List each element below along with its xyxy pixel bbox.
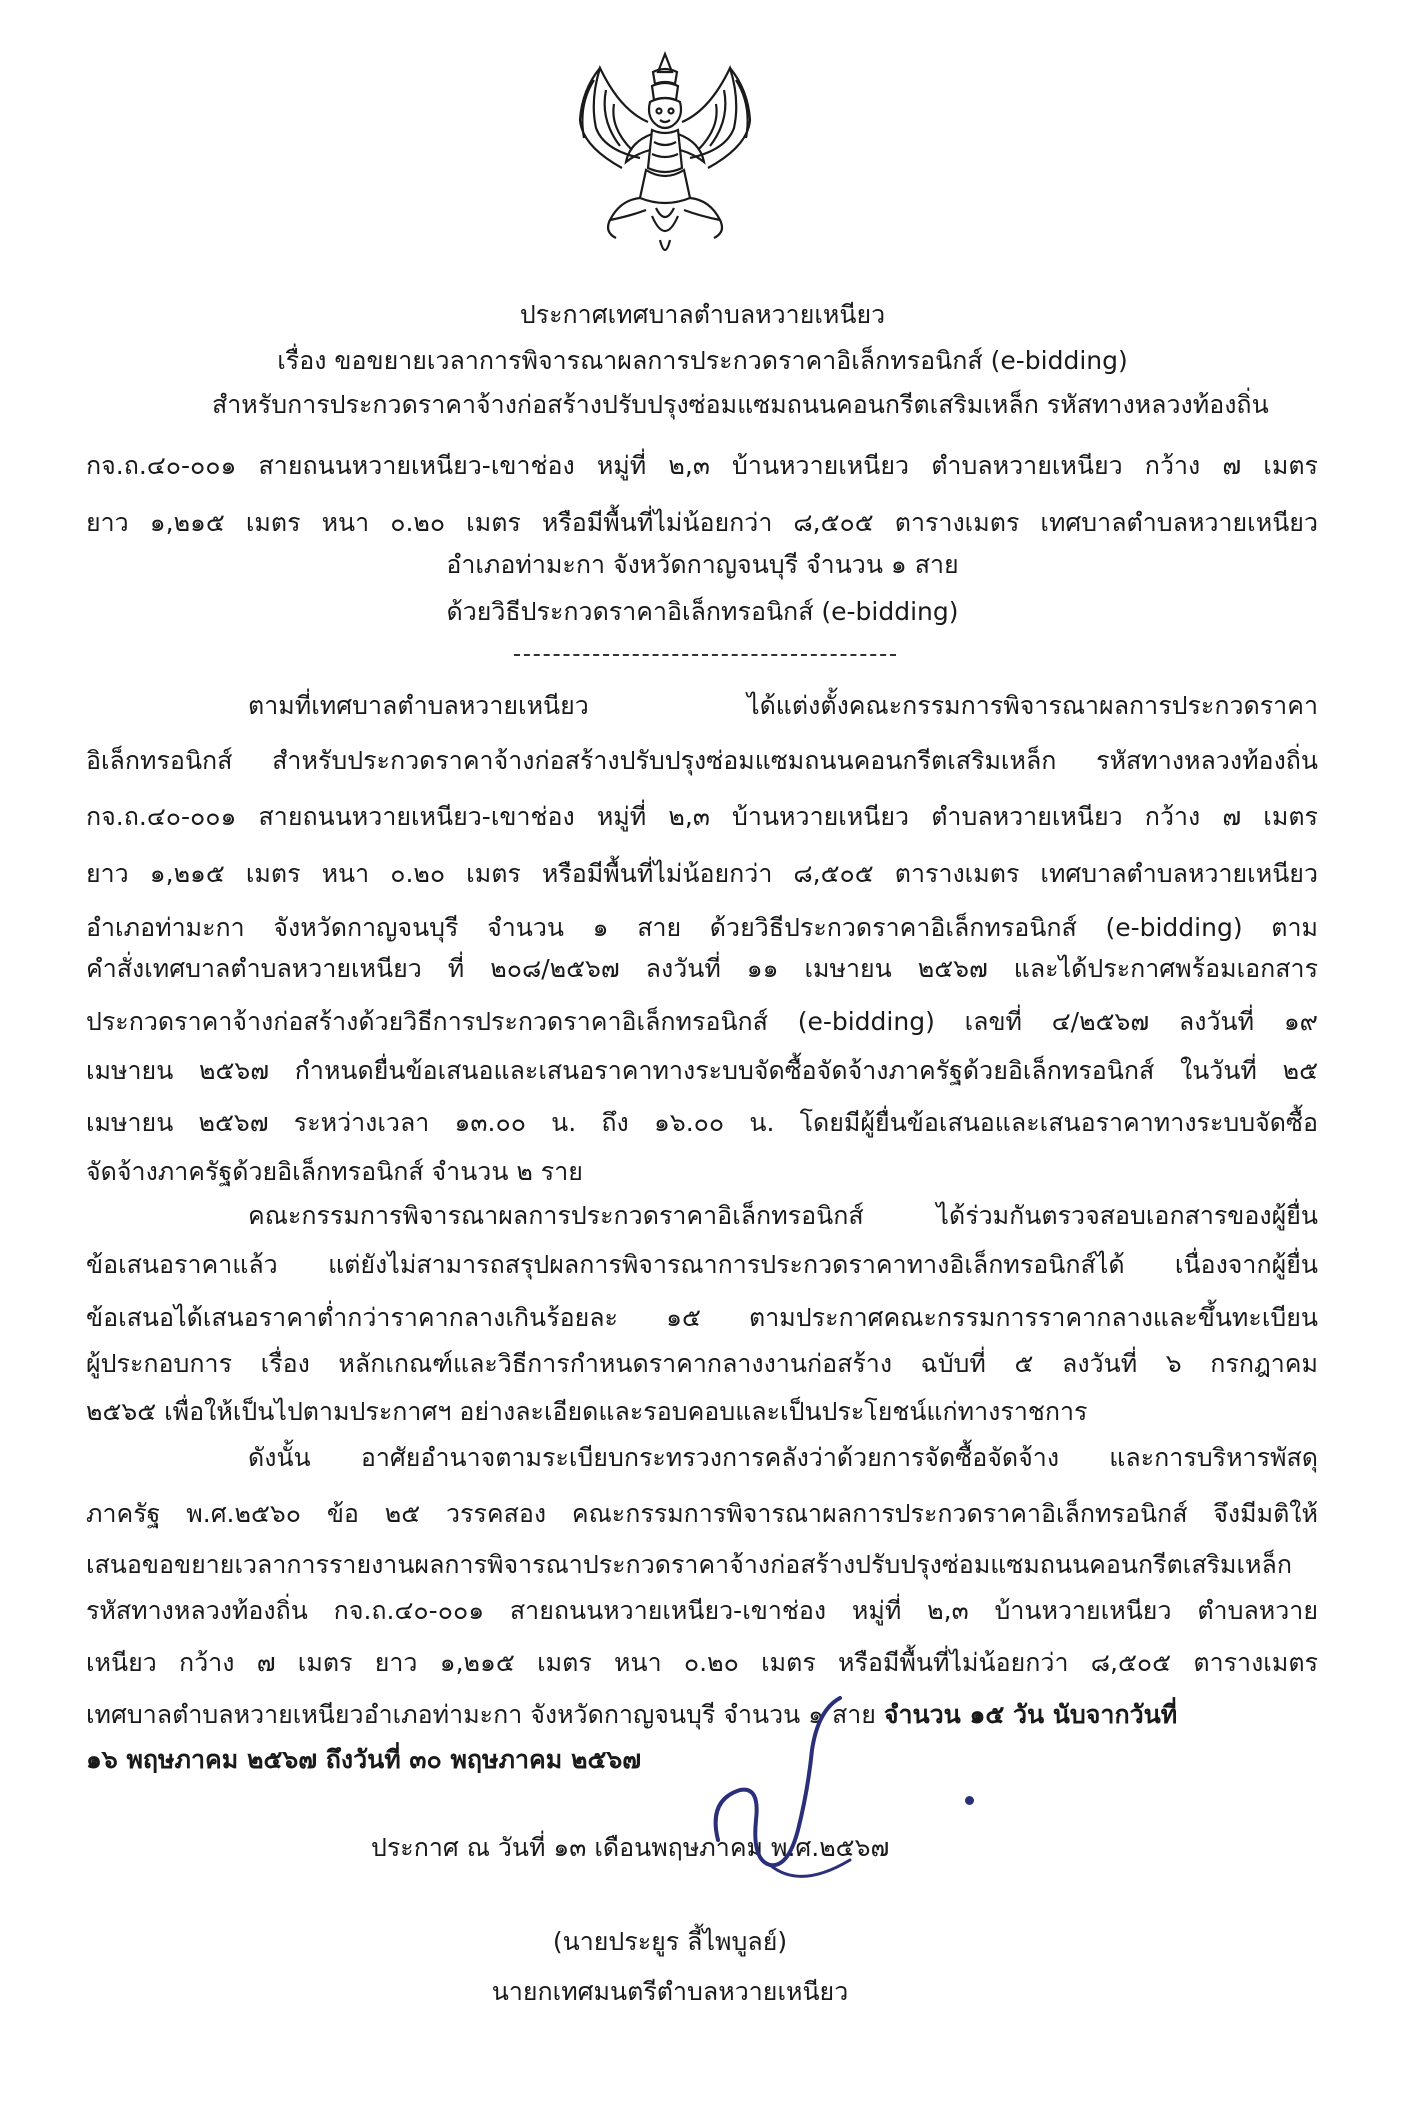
para2-line-1: คณะกรรมการพิจารณาผลการประกวดราคาอิเล็กทรอนิกส์ ได้ร่วมกันตรวจสอบเอกสารของผู้ยื่น: [248, 1201, 1318, 1230]
para1-line-6: คำสั่งเทศบาลตำบลหวายเหนียว ที่ ๒๐๘/๒๕๖๗ ลงวันที่ ๑๑ เมษายน ๒๕๖๗ และได้ประกาศพร้อมเอกสาร: [86, 954, 1318, 983]
para1-line-9: เมษายน ๒๕๖๗ ระหว่างเวลา ๑๓.๐๐ น. ถึง ๑๖.๐๐ น. โดยมีผู้ยื่นข้อเสนอและเสนอราคาทางระบบจัดซื้อ: [86, 1108, 1318, 1137]
para1-line-5: อำเภอท่ามะกา จังหวัดกาญจนบุรี จำนวน ๑ สาย ด้วยวิธีประกวดราคาอิเล็กทรอนิกส์ (e-bidding) ตาม: [86, 913, 1318, 942]
method-line: ด้วยวิธีประกวดราคาอิเล็กทรอนิกส์ (e-bidding): [446, 597, 959, 626]
extension-duration: จำนวน ๑๕ วัน นับจากวันที่: [883, 1700, 1178, 1729]
para3-line-6-regular: เทศบาลตำบลหวายเหนียวอำเภอท่ามะกา จังหวัดกาญจนบุรี จำนวน ๑ สาย: [86, 1700, 884, 1729]
para3-line-2: ภาครัฐ พ.ศ.๒๕๖๐ ข้อ ๒๕ วรรคสอง คณะกรรมการพิจารณาผลการประกวดราคาอิเล็กทรอนิกส์ จึงมีมติให้: [86, 1499, 1318, 1528]
para1-line-8: เมษายน ๒๕๖๗ กำหนดยื่นข้อเสนอและเสนอราคาทางระบบจัดซื้อจัดจ้างภาครัฐด้วยอิเล็กทรอนิกส์ ในวันที่ ๒๕: [86, 1056, 1318, 1085]
ink-dot: [965, 1796, 974, 1805]
para1-line-1: ตามที่เทศบาลตำบลหวายเหนียว ได้แต่งตั้งคณะกรรมการพิจารณาผลการประกวดราคา: [248, 691, 1318, 720]
para3-line-4: รหัสทางหลวงท้องถิ่น กจ.ถ.๔๐-๐๐๑ สายถนนหวายเหนียว-เขาช่อง หมู่ที่ ๒,๓ บ้านหวายเหนียว ตำบลหวาย: [86, 1596, 1318, 1625]
para1-line-3: กจ.ถ.๔๐-๐๐๑ สายถนนหวายเหนียว-เขาช่อง หมู่ที่ ๒,๓ บ้านหวายเหนียว ตำบลหวายเหนียว กว้าง ๗ เมตร: [86, 802, 1318, 831]
project-line-2: กจ.ถ.๔๐-๐๐๑ สายถนนหวายเหนียว-เขาช่อง หมู่ที่ ๒,๓ บ้านหวายเหนียว ตำบลหวายเหนียว กว้าง ๗ เมตร: [86, 451, 1318, 480]
signer-title: นายกเทศมนตรีตำบลหวายเหนียว: [491, 1977, 849, 2006]
para1-line-7: ประกวดราคาจ้างก่อสร้างด้วยวิธีการประกวดราคาอิเล็กทรอนิกส์ (e-bidding) เลขที่ ๔/๒๕๖๗ ลงวันที่ ๑๙: [86, 1007, 1318, 1036]
project-line-3: ยาว ๑,๒๑๕ เมตร หนา ๐.๒๐ เมตร หรือมีพื้นที่ไม่น้อยกว่า ๘,๕๐๕ ตารางเมตร เทศบาลตำบลหวายเหนียว: [86, 508, 1318, 537]
signer-name: (นายประยูร ลี้ไพบูลย์): [552, 1927, 788, 1956]
title-divider: [514, 654, 896, 656]
para3-line-5: เหนียว กว้าง ๗ เมตร ยาว ๑,๒๑๕ เมตร หนา ๐.๒๐ เมตร หรือมีพื้นที่ไม่น้อยกว่า ๘,๕๐๕ ตารางเมตร: [86, 1648, 1318, 1677]
para1-line-10: จัดจ้างภาครัฐด้วยอิเล็กทรอนิกส์ จำนวน ๒ ราย: [86, 1157, 583, 1186]
project-line-1: สำหรับการประกวดราคาจ้างก่อสร้างปรับปรุงซ่อมแซมถนนคอนกรีตเสริมเหล็ก รหัสทางหลวงท้องถิ่น: [212, 390, 1269, 419]
para1-line-4: ยาว ๑,๒๑๕ เมตร หนา ๐.๒๐ เมตร หรือมีพื้นที่ไม่น้อยกว่า ๘,๕๐๕ ตารางเมตร เทศบาลตำบลหวายเหนียว: [86, 859, 1318, 888]
project-location-line: อำเภอท่ามะกา จังหวัดกาญจนบุรี จำนวน ๑ สาย: [446, 550, 959, 579]
para1-line-2: อิเล็กทรอนิกส์ สำหรับประกวดราคาจ้างก่อสร้างปรับปรุงซ่อมแซมถนนคอนกรีตเสริมเหล็ก รหัสทางหลวงท้องถิ่น: [86, 746, 1318, 775]
announce-date: ประกาศ ณ วันที่ ๑๓ เดือนพฤษภาคม พ.ศ.๒๕๖๗: [371, 1833, 890, 1862]
announcement-title: ประกาศเทศบาลตำบลหวายเหนียว: [519, 300, 886, 329]
para2-line-2: ข้อเสนอราคาแล้ว แต่ยังไม่สามารถสรุปผลการพิจารณาการประกวดราคาทางอิเล็กทรอนิกส์ได้ เนื่องจากผู้ยื่น: [86, 1250, 1318, 1279]
para2-line-3: ข้อเสนอได้เสนอราคาต่ำกว่าราคากลางเกินร้อยละ ๑๕ ตามประกาศคณะกรรมการราคากลางและขึ้นทะเบียน: [86, 1303, 1318, 1332]
para3-line-6: [86, 1695, 1177, 1735]
garuda-emblem-icon: [560, 50, 770, 265]
para2-line-5: ๒๕๖๕ เพื่อให้เป็นไปตามประกาศฯ อย่างละเอียดและรอบคอบและเป็นประโยชน์แก่ทางราชการ: [86, 1397, 1088, 1426]
para3-line-1: ดังนั้น อาศัยอำนาจตามระเบียบกระทรวงการคลังว่าด้วยการจัดซื้อจัดจ้าง และการบริหารพัสดุ: [248, 1443, 1318, 1472]
para3-line-3: เสนอขอขยายเวลาการรายงานผลการพิจารณาประกวดราคาจ้างก่อสร้างปรับปรุงซ่อมแซมถนนคอนกรีตเสริมเหล็ก: [86, 1550, 1292, 1579]
extension-date-range: ๑๖ พฤษภาคม ๒๕๖๗ ถึงวันที่ ๓๐ พฤษภาคม ๒๕๖๗: [86, 1745, 642, 1774]
para2-line-4: ผู้ประกอบการ เรื่อง หลักเกณฑ์และวิธีการกำหนดราคากลางงานก่อสร้าง ฉบับที่ ๕ ลงวันที่ ๖ กรกฎาคม: [86, 1349, 1318, 1378]
signature-icon: [700, 1690, 920, 1930]
subject-line: เรื่อง ขอขยายเวลาการพิจารณาผลการประกวดราคาอิเล็กทรอนิกส์ (e-bidding): [277, 346, 1128, 375]
